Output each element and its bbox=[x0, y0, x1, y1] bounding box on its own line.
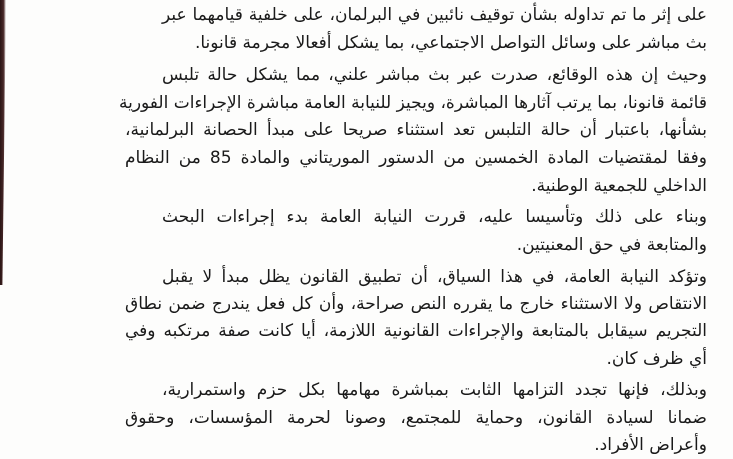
text-line: وفقا لمقتضيات المادة الخمسين من الدستور الموريتاني والمادة 85 من النظام bbox=[125, 148, 708, 168]
text-line: بشأنها، باعتبار أن حالة التلبس تعد استثناء صريحا على مبدأ الحصانة البرلمانية، bbox=[125, 120, 707, 140]
text-line: وبناء على ذلك وتأسيسا عليه، قررت النيابة العامة بدء إجراءات البحث bbox=[162, 207, 707, 227]
text-line: الداخلي للجمعية الوطنية. bbox=[531, 176, 707, 196]
text-line: التجريم سيقابل بالمتابعة والإجراءات القانونية اللازمة، أيا كانت صفة مرتكبه وفي bbox=[125, 321, 707, 341]
text-line: والمتابعة في حق المعنيتين. bbox=[516, 235, 707, 255]
text-line: وحيث إن هذه الوقائع، صدرت عبر بث مباشر علني، مما يشكل حالة تلبس bbox=[162, 65, 707, 85]
text-line: على إثر ما تم تداوله بشأن توقيف نائبين في البرلمان، على خلفية قيامهما عبر bbox=[162, 5, 707, 25]
text-line: ضمانا لسيادة القانون، وحماية للمجتمع، وصونا لحرمة المؤسسات، وحقوق bbox=[125, 408, 707, 428]
text-line: الانتقاص ولا الاستثناء خارج ما يقرره النص صراحة، وأن كل فعل يندرج ضمن نطاق bbox=[125, 294, 707, 314]
page-binding-edge bbox=[0, 0, 6, 285]
text-line: وأعراض الأفراد. bbox=[594, 435, 707, 455]
text-line: وبذلك، فإنها تجدد التزامها الثابت بمباشرة مهامها بكل حزم واستمرارية، bbox=[162, 380, 707, 400]
text-line: وتؤكد النيابة العامة، في هذا السياق، أن تطبيق القانون يظل مبدأ لا يقبل bbox=[162, 267, 707, 287]
text-line: قائمة قانونا، بما يرتب آثارها المباشرة، ويجيز للنيابة العامة مباشرة الإجراءات الفورية bbox=[118, 93, 707, 113]
text-line: أي ظرف كان. bbox=[606, 349, 707, 369]
text-line: بث مباشر على وسائل التواصل الاجتماعي، بما يشكل أفعالا مجرمة قانونا. bbox=[194, 33, 707, 53]
